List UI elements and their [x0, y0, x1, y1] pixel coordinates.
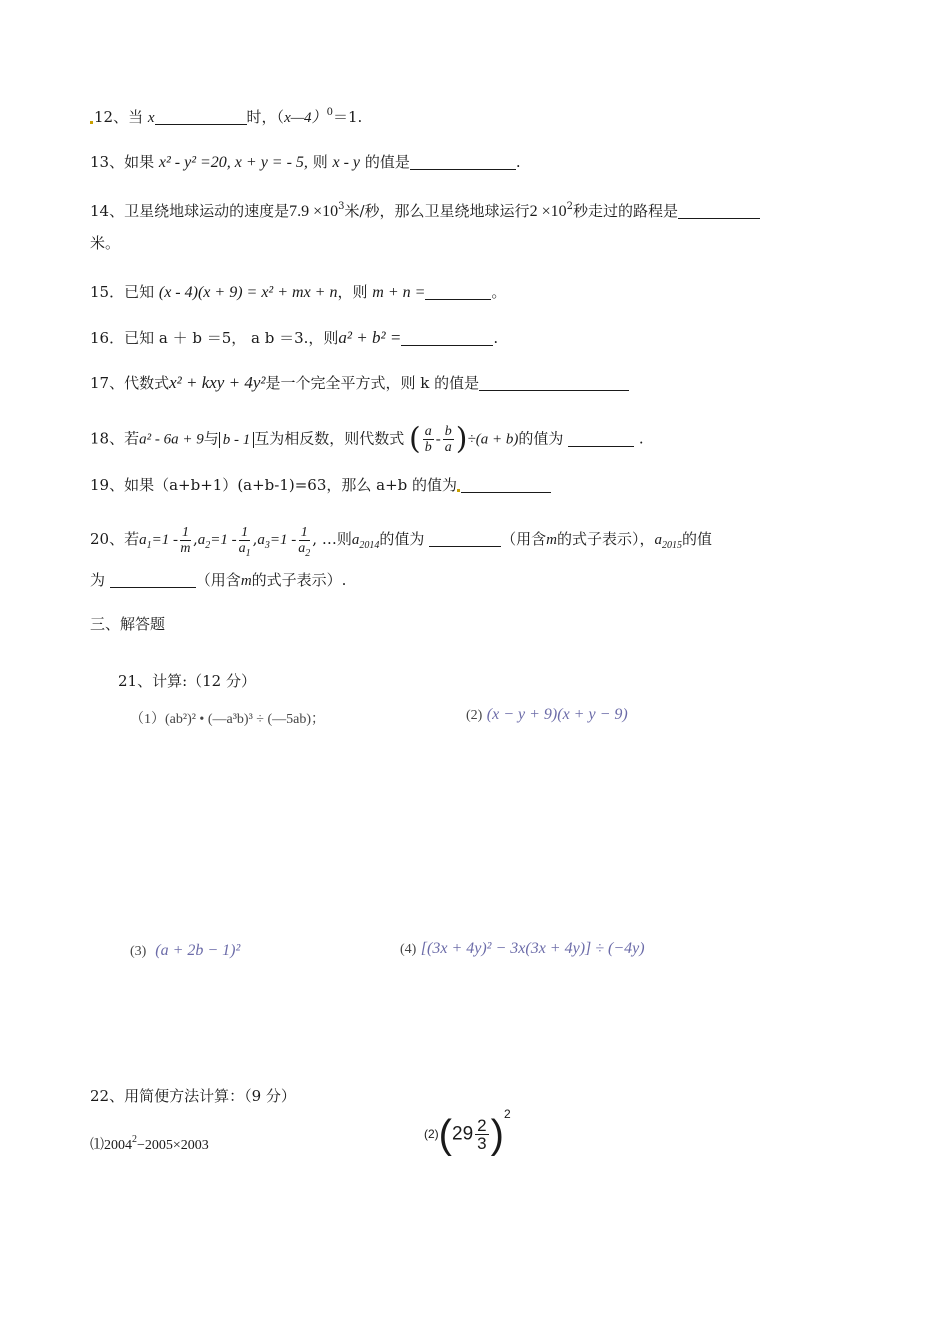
question-12: 12、当 x 时，（x—4）$^0$＝1. — [90, 106, 362, 129]
answer-blank[interactable] — [155, 108, 247, 125]
section-heading: 三、解答题 — [90, 615, 166, 633]
question-18: 18、若a² - 6a + 9与 b - 1 互为相反数，则代数式 ( $\frac{a}{b}$ - $\frac{b}{a}$ )÷(a + b)的值为 . — [90, 421, 644, 457]
q21-part-2: (2) (x − y + 9)(x + y − 9) — [466, 706, 628, 723]
fraction-b-over-a: $\frac{b}{a}$ — [444, 424, 452, 455]
q21-part-3: (3) (a + 2b − 1)² — [130, 942, 241, 959]
question-22-title: 22、用简便方法计算：（9 分） — [90, 1087, 296, 1105]
fraction-1-over-a1: $\frac{1}{a_1}$ — [238, 524, 251, 559]
question-17: 17、代数式x² + kxy + 4y²是一个完全平方式，则 k 的值是 — [90, 372, 629, 394]
question-16: 16．已知 a ＋ b ＝5， a b ＝3.，则a² + b² = . — [90, 328, 499, 347]
marker-dot — [457, 489, 460, 492]
question-20-line2: 为 （用含m的式子表示）. — [90, 571, 347, 589]
answer-blank-a2015[interactable] — [110, 571, 196, 588]
marker-dot — [90, 121, 93, 124]
question-14-line2: 米。 — [90, 234, 121, 252]
q21-part-4: (4) [(3x + 4y)² − 3x(3x + 4y)] ÷ (−4y) — [400, 940, 645, 957]
question-13: 13、如果 x² - y² =20, x + y = - 5, 则 x - y 的值是 . — [90, 153, 521, 171]
q22-part-2: (2)(29 $\frac{2}{3}$ )$^2$ — [424, 1107, 511, 1157]
question-15: 15．已知 (x - 4)(x + 9) = x² + mx + n，则 m + n = 。 — [90, 283, 507, 301]
answer-blank-a2014[interactable] — [429, 530, 501, 547]
answer-blank[interactable] — [401, 329, 493, 346]
answer-blank[interactable] — [410, 153, 516, 170]
q22-part-1: $⑴2004^2-2005\times 2003$ — [90, 1134, 209, 1153]
answer-blank[interactable] — [678, 202, 760, 219]
answer-blank[interactable] — [479, 374, 629, 391]
question-21-title: 21、计算:（12 分） — [118, 672, 256, 690]
answer-blank[interactable] — [568, 430, 634, 447]
fraction-a-over-b: $\frac{a}{b}$ — [424, 424, 432, 455]
fraction-1-over-a2: $\frac{1}{a_2}$ — [298, 524, 311, 559]
question-14: 14、卫星绕地球运动的速度是$7.9 \times 10^3$米/秒，那么卫星绕地球运行$2 \times 10^2$秒走过的路程是 — [90, 200, 760, 223]
answer-blank[interactable] — [461, 476, 551, 493]
question-20: 20、若$a_1=1$ - $\frac{1}{m}$ $,a_2=1$ - $\frac{1}{a_1}$ $,a_3=1$ - $\frac{1}{a_2}$ , …则$a_{2014}$的值为 （用含m的式子表示），$a_{2015}$的值 — [90, 524, 713, 559]
question-19: 19、如果（a+b+1）(a+b-1)=63，那么 a+b 的值为 — [90, 474, 551, 496]
q21-part-1: （1）(ab²)² • (—a³b)³ ÷ (—5ab)； — [130, 712, 325, 727]
fraction-1-over-m: $\frac{1}{m}$ — [180, 524, 191, 556]
answer-blank[interactable] — [425, 283, 491, 300]
